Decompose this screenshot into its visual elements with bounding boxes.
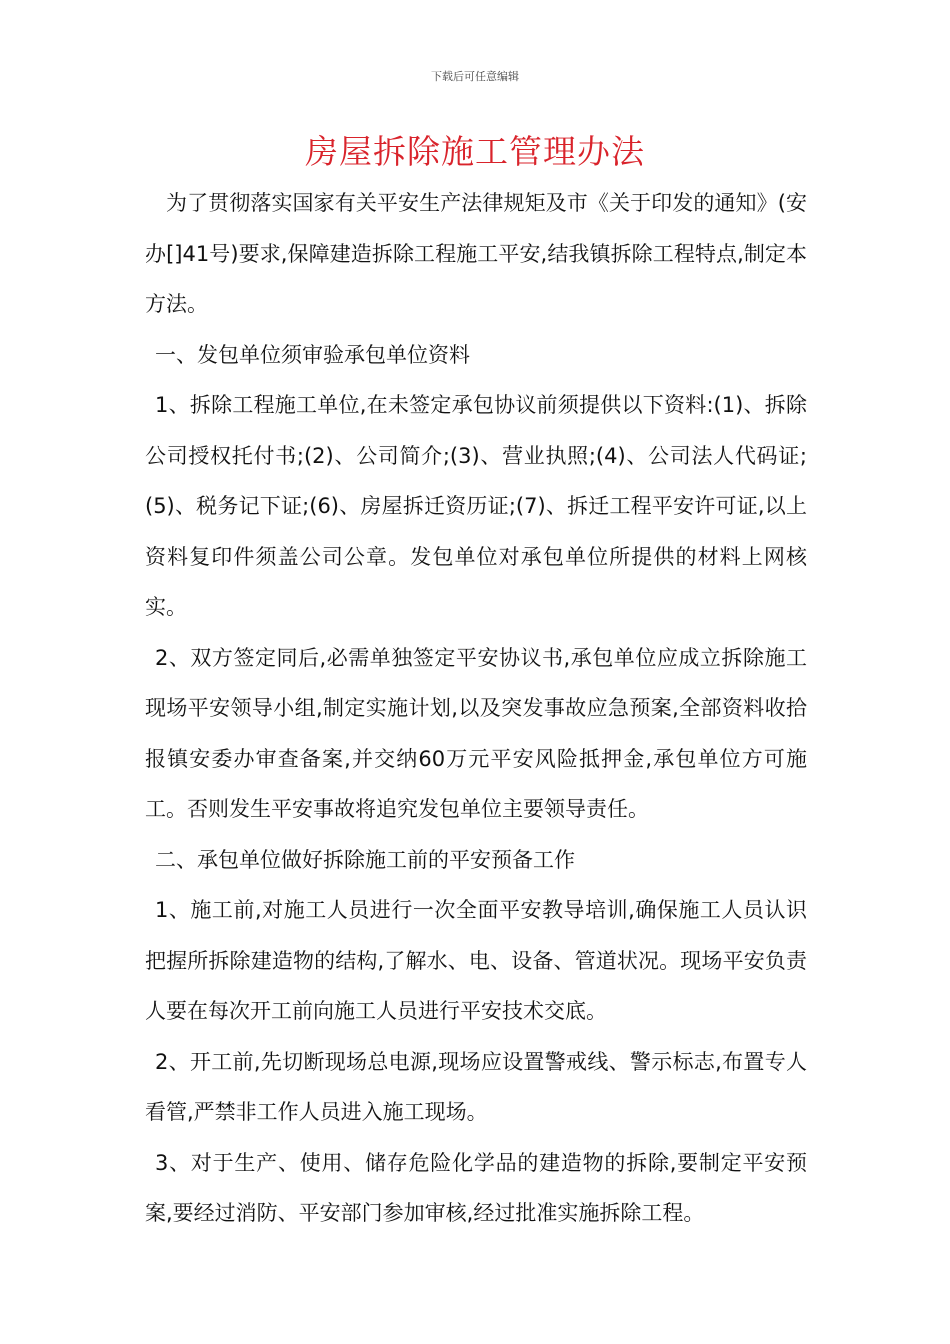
document-body [145, 178, 807, 1239]
intro-paragraph: 为了贯彻落实国家有关平安生产法律规矩及市《关于印发的通知》(安办[]41号)要求,保障建造拆除工程施工平安,结我镇拆除工程特点,制定本方法。 [145, 191, 807, 316]
header-note: 下载后可任意编辑 [431, 70, 519, 83]
paragraph-1-1: 1、拆除工程施工单位,在未签定承包协议前须提供以下资料:(1)、拆除公司授权托付书;(2)、公司简介;(3)、营业执照;(4)、公司法人代码证;(5)、税务记下证;(6)、房屋拆迁资历证;(7)、拆迁工程平安许可证,以上资料复印件须盖公司公章。发包单位对承包单位所提供的材料上网核实。 [145, 393, 807, 619]
paragraph-2-1: 1、施工前,对施工人员进行一次全面平安教导培训,确保施工人员认识把握所拆除建造物的结构,了解水、电、设备、管道状况。现场平安负责人要在每次开工前向施工人员进行平安技术交底。 [145, 898, 807, 1023]
document-title: 房屋拆除施工管理办法 [305, 132, 645, 171]
paragraph-1-2: 2、双方签定同后,必需单独签定平安协议书,承包单位应成立拆除施工现场平安领导小组,制定实施计划,以及突发事故应急预案,全部资料收拾报镇安委办审查备案,并交纳60万元平安风险抵押金,承包单位方可施工。否则发生平安事故将追究发包单位主要领导责任。 [145, 645, 807, 821]
paragraph-2-3: 3、对于生产、使用、储存危险化学品的建造物的拆除,要制定平安预案,要经过消防、平安部门参加审核,经过批准实施拆除工程。 [145, 1150, 807, 1225]
paragraph-2-2: 2、开工前,先切断现场总电源,现场应设置警戒线、警示标志,布置专人看管,严禁非工作人员进入施工现场。 [145, 1049, 807, 1124]
section-heading-1: 一、发包单位须审验承包单位资料 [155, 342, 470, 367]
section-heading-2: 二、承包单位做好拆除施工前的平安预备工作 [155, 847, 575, 872]
